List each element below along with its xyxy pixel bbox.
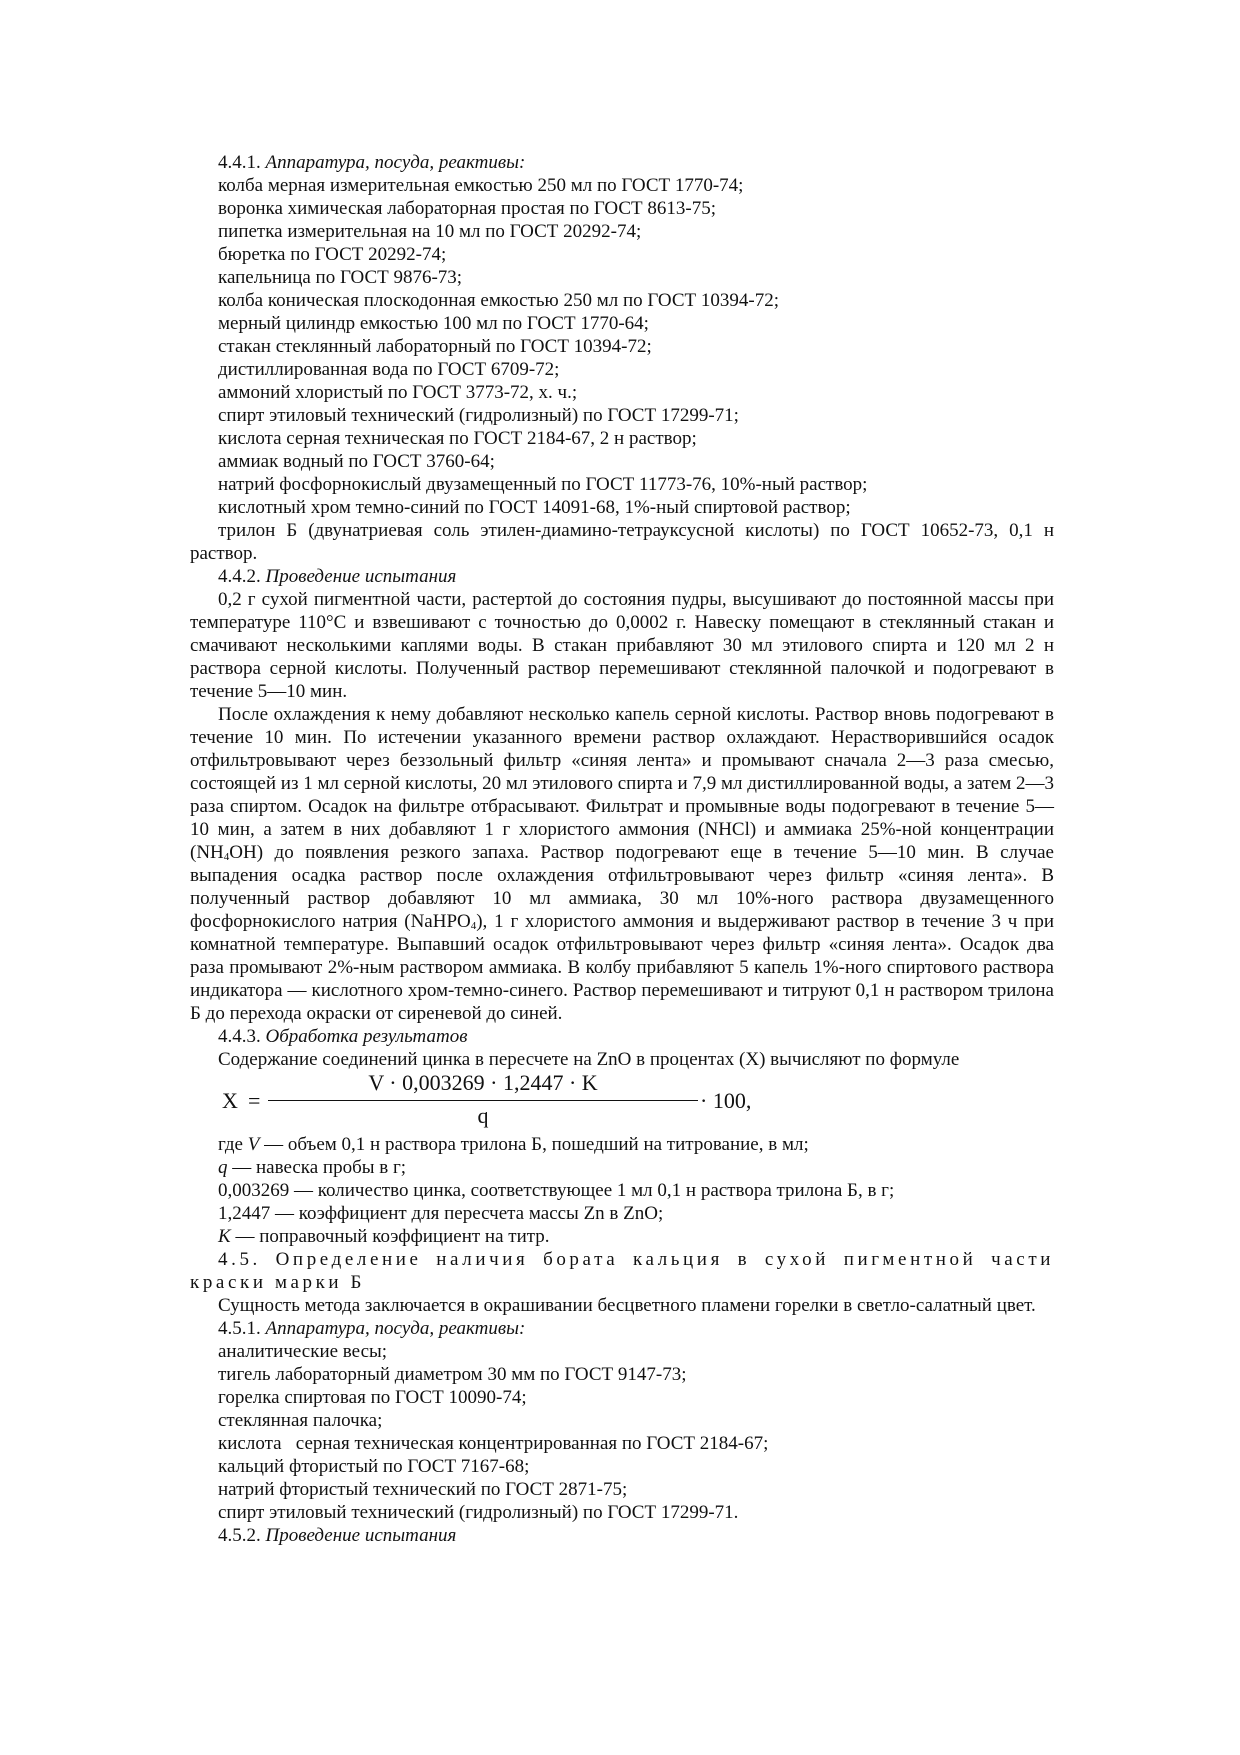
- list-item: стеклянная палочка;: [218, 1410, 383, 1431]
- list-item: колба коническая плоскодонная емкостью 250 мл по ГОСТ 10394-72;: [218, 290, 779, 311]
- paragraph-text: После охлаждения к нему добавляют несколько капель серной кислоты. Раствор вновь подогревают в течение 10 мин. По истечении указанного времени раствор охлаждают. Нерастворившийся осадок отфильтровывают через беззольный фильтр «синяя лента» и промывают сначала 2—3 раза смесью, состоящей из 1 мл серной кислоты, 20 мл этилового спирта и 7,9 мл дистиллированной воды, а затем 2—3 раза спиртом. Осадок на фильтре отбрасывают. Фильтрат и промывные воды подогревают в течение 5—10 мин, а затем в них добавляют 1 г хлористого аммония (NHCl) и аммиака 25%-ной концентрации (NH: [190, 704, 1054, 863]
- section-title: Аппаратура, посуда, реактивы:: [265, 152, 526, 173]
- fraction-bar: [268, 1100, 698, 1101]
- list-item: аммиак водный по ГОСТ 3760-64;: [218, 451, 495, 472]
- list-item-trilon: трилон Б (двунатриевая соль этилен-диамино-тетрауксусной кислоты) по ГОСТ 10652-73, 0,1 н раствор.: [190, 520, 1054, 564]
- list-item: капельница по ГОСТ 9876-73;: [218, 267, 463, 288]
- section-4-5-1-heading: [190, 1317, 1054, 1340]
- section-4-4-3-heading: [190, 1025, 1054, 1048]
- paragraph-text: ), 1 г хлористого аммония и выдерживают раствор в течение 3 ч при комнатной температуре. Выпавший осадок отфильтровывают через фильтр «синяя лента». Осадок два раза промывают 2%-ным раствором аммиака. В колбу прибавляют 5 капель 1%-ного спиртового раствора индикатора — кислотного хром-темно-синего. Раствор перемешивают и титруют 0,1 н раствором трилона Б до перехода окраски от сиреневой до синей.: [190, 911, 1054, 1024]
- formula-equals: =: [248, 1088, 261, 1113]
- list-item: спирт этиловый технический (гидролизный) по ГОСТ 17299-71;: [218, 405, 739, 426]
- paragraph-formula-intro: Содержание соединений цинка в пересчете на ZnO в процентах (X) вычисляют по формуле: [218, 1049, 960, 1070]
- list-item: аммоний хлористый по ГОСТ 3773-72, х. ч.;: [218, 382, 578, 403]
- definition-symbol: V: [247, 1134, 260, 1155]
- section-4-5-heading: 4.5. Определение наличия бората кальция в сухой пигментной части краски марки Б: [190, 1249, 1054, 1293]
- definition-item: [190, 1225, 1054, 1248]
- list-item: кислотный хром темно-синий по ГОСТ 14091-68, 1%-ный спиртовой раствор;: [218, 497, 851, 518]
- definition-text: — навеска пробы в г;: [227, 1157, 407, 1178]
- list-item: бюретка по ГОСТ 20292-74;: [218, 244, 447, 265]
- subscript: 4: [470, 920, 477, 932]
- section-number: 4.4.3.: [218, 1026, 266, 1047]
- definition-item: где V — объем 0,1 н раствора трилона Б, пошедший на титрование, в мл;: [218, 1134, 809, 1155]
- list-item: кислота серная техническая по ГОСТ 2184-67, 2 н раствор;: [218, 428, 697, 449]
- definition-symbol: q: [218, 1157, 228, 1178]
- paragraph-procedure-2: [190, 703, 1054, 1025]
- formula-denominator: q: [477, 1103, 489, 1128]
- list-item: спирт этиловый технический (гидролизный) по ГОСТ 17299-71.: [218, 1502, 739, 1523]
- list-item: дистиллированная вода по ГОСТ 6709-72;: [218, 359, 560, 380]
- list-item: натрий фосфорнокислый двузамещенный по ГОСТ 11773-76, 10%-ный раствор;: [218, 474, 868, 495]
- definition-symbol: K: [218, 1226, 231, 1247]
- section-4-4-1-heading: [190, 151, 1054, 174]
- section-title: Проведение испытания: [265, 1525, 457, 1546]
- list-item: тигель лабораторный диаметром 30 мм по ГОСТ 9147-73;: [218, 1364, 687, 1385]
- definition-item: 0,003269 — количество цинка, соответствующее 1 мл 0,1 н раствора трилона Б, в г;: [218, 1180, 895, 1201]
- list-item: натрий фтористый технический по ГОСТ 2871-75;: [218, 1479, 628, 1500]
- list-item: кислота серная техническая концентрированная по ГОСТ 2184-67;: [218, 1433, 769, 1454]
- definition-text: — объем 0,1 н раствора трилона Б, пошедший на титрование, в мл;: [259, 1134, 809, 1155]
- list-item: горелка спиртовая по ГОСТ 10090-74;: [218, 1387, 527, 1408]
- list-item: стакан стеклянный лабораторный по ГОСТ 10394-72;: [218, 336, 652, 357]
- section-4-4-2-heading: [190, 565, 1054, 588]
- formula-lhs: X: [222, 1088, 238, 1113]
- list-item: пипетка измерительная на 10 мл по ГОСТ 20292-74;: [218, 221, 642, 242]
- list-item: аналитические весы;: [218, 1341, 388, 1362]
- paragraph-method-essence: Сущность метода заключается в окрашивании бесцветного пламени горелки в светло-салатный цвет.: [218, 1295, 1036, 1316]
- section-number: 4.5.1.: [218, 1318, 266, 1339]
- formula-numerator: V · 0,003269 · 1,2447 · K: [368, 1070, 598, 1095]
- paragraph-procedure-1: 0,2 г сухой пигментной части, растертой до состояния пудры, высушивают до постоянной массы при температуре 110°С и взвешивают с точностью до 0,0002 г. Навеску помещают в стеклянный стакан и смачивают несколькими каплями воды. В стакан прибавляют 30 мл этилового спирта и 120 мл 2 н раствора серной кислоты. Полученный раствор перемешивают стеклянной палочкой и подогревают в течение 5—10 мин.: [190, 589, 1054, 702]
- definition-item: [190, 1156, 1054, 1179]
- formula: [190, 1071, 1054, 1133]
- paragraph-text: OH) до появления резкого запаха. Раствор подогревают еще в течение 5—10 мин. В случае выпадения осадка раствор после охлаждения отфильтровывают через фильтр «синяя лента». В полученный раствор добавляют 10 мл аммиака, 30 мл 10%-ного раствора двузамещенного фосфорнокислого натрия (NaHPO: [190, 842, 1054, 932]
- section-title: Обработка результатов: [265, 1026, 468, 1047]
- list-item: мерный цилиндр емкостью 100 мл по ГОСТ 1770-64;: [218, 313, 649, 334]
- formula-multiplier: · 100,: [700, 1088, 752, 1113]
- section-title: Проведение испытания: [265, 566, 457, 587]
- document-page: [190, 151, 1054, 1547]
- list-item: воронка химическая лабораторная простая по ГОСТ 8613-75;: [218, 198, 716, 219]
- list-item: колба мерная измерительная емкостью 250 мл по ГОСТ 1770-74;: [218, 175, 744, 196]
- section-number: 4.4.1.: [218, 152, 266, 173]
- list-item: кальций фтористый по ГОСТ 7167-68;: [218, 1456, 530, 1477]
- section-title: Аппаратура, посуда, реактивы:: [265, 1318, 526, 1339]
- subscript: 4: [223, 851, 230, 863]
- definition-item: 1,2447 — коэффициент для пересчета массы Zn в ZnO;: [218, 1203, 664, 1224]
- section-number: 4.5.2.: [218, 1525, 266, 1546]
- section-4-5-2-heading: [190, 1524, 1054, 1547]
- section-number: 4.4.2.: [218, 566, 266, 587]
- definition-text: — поправочный коэффициент на титр.: [230, 1226, 550, 1247]
